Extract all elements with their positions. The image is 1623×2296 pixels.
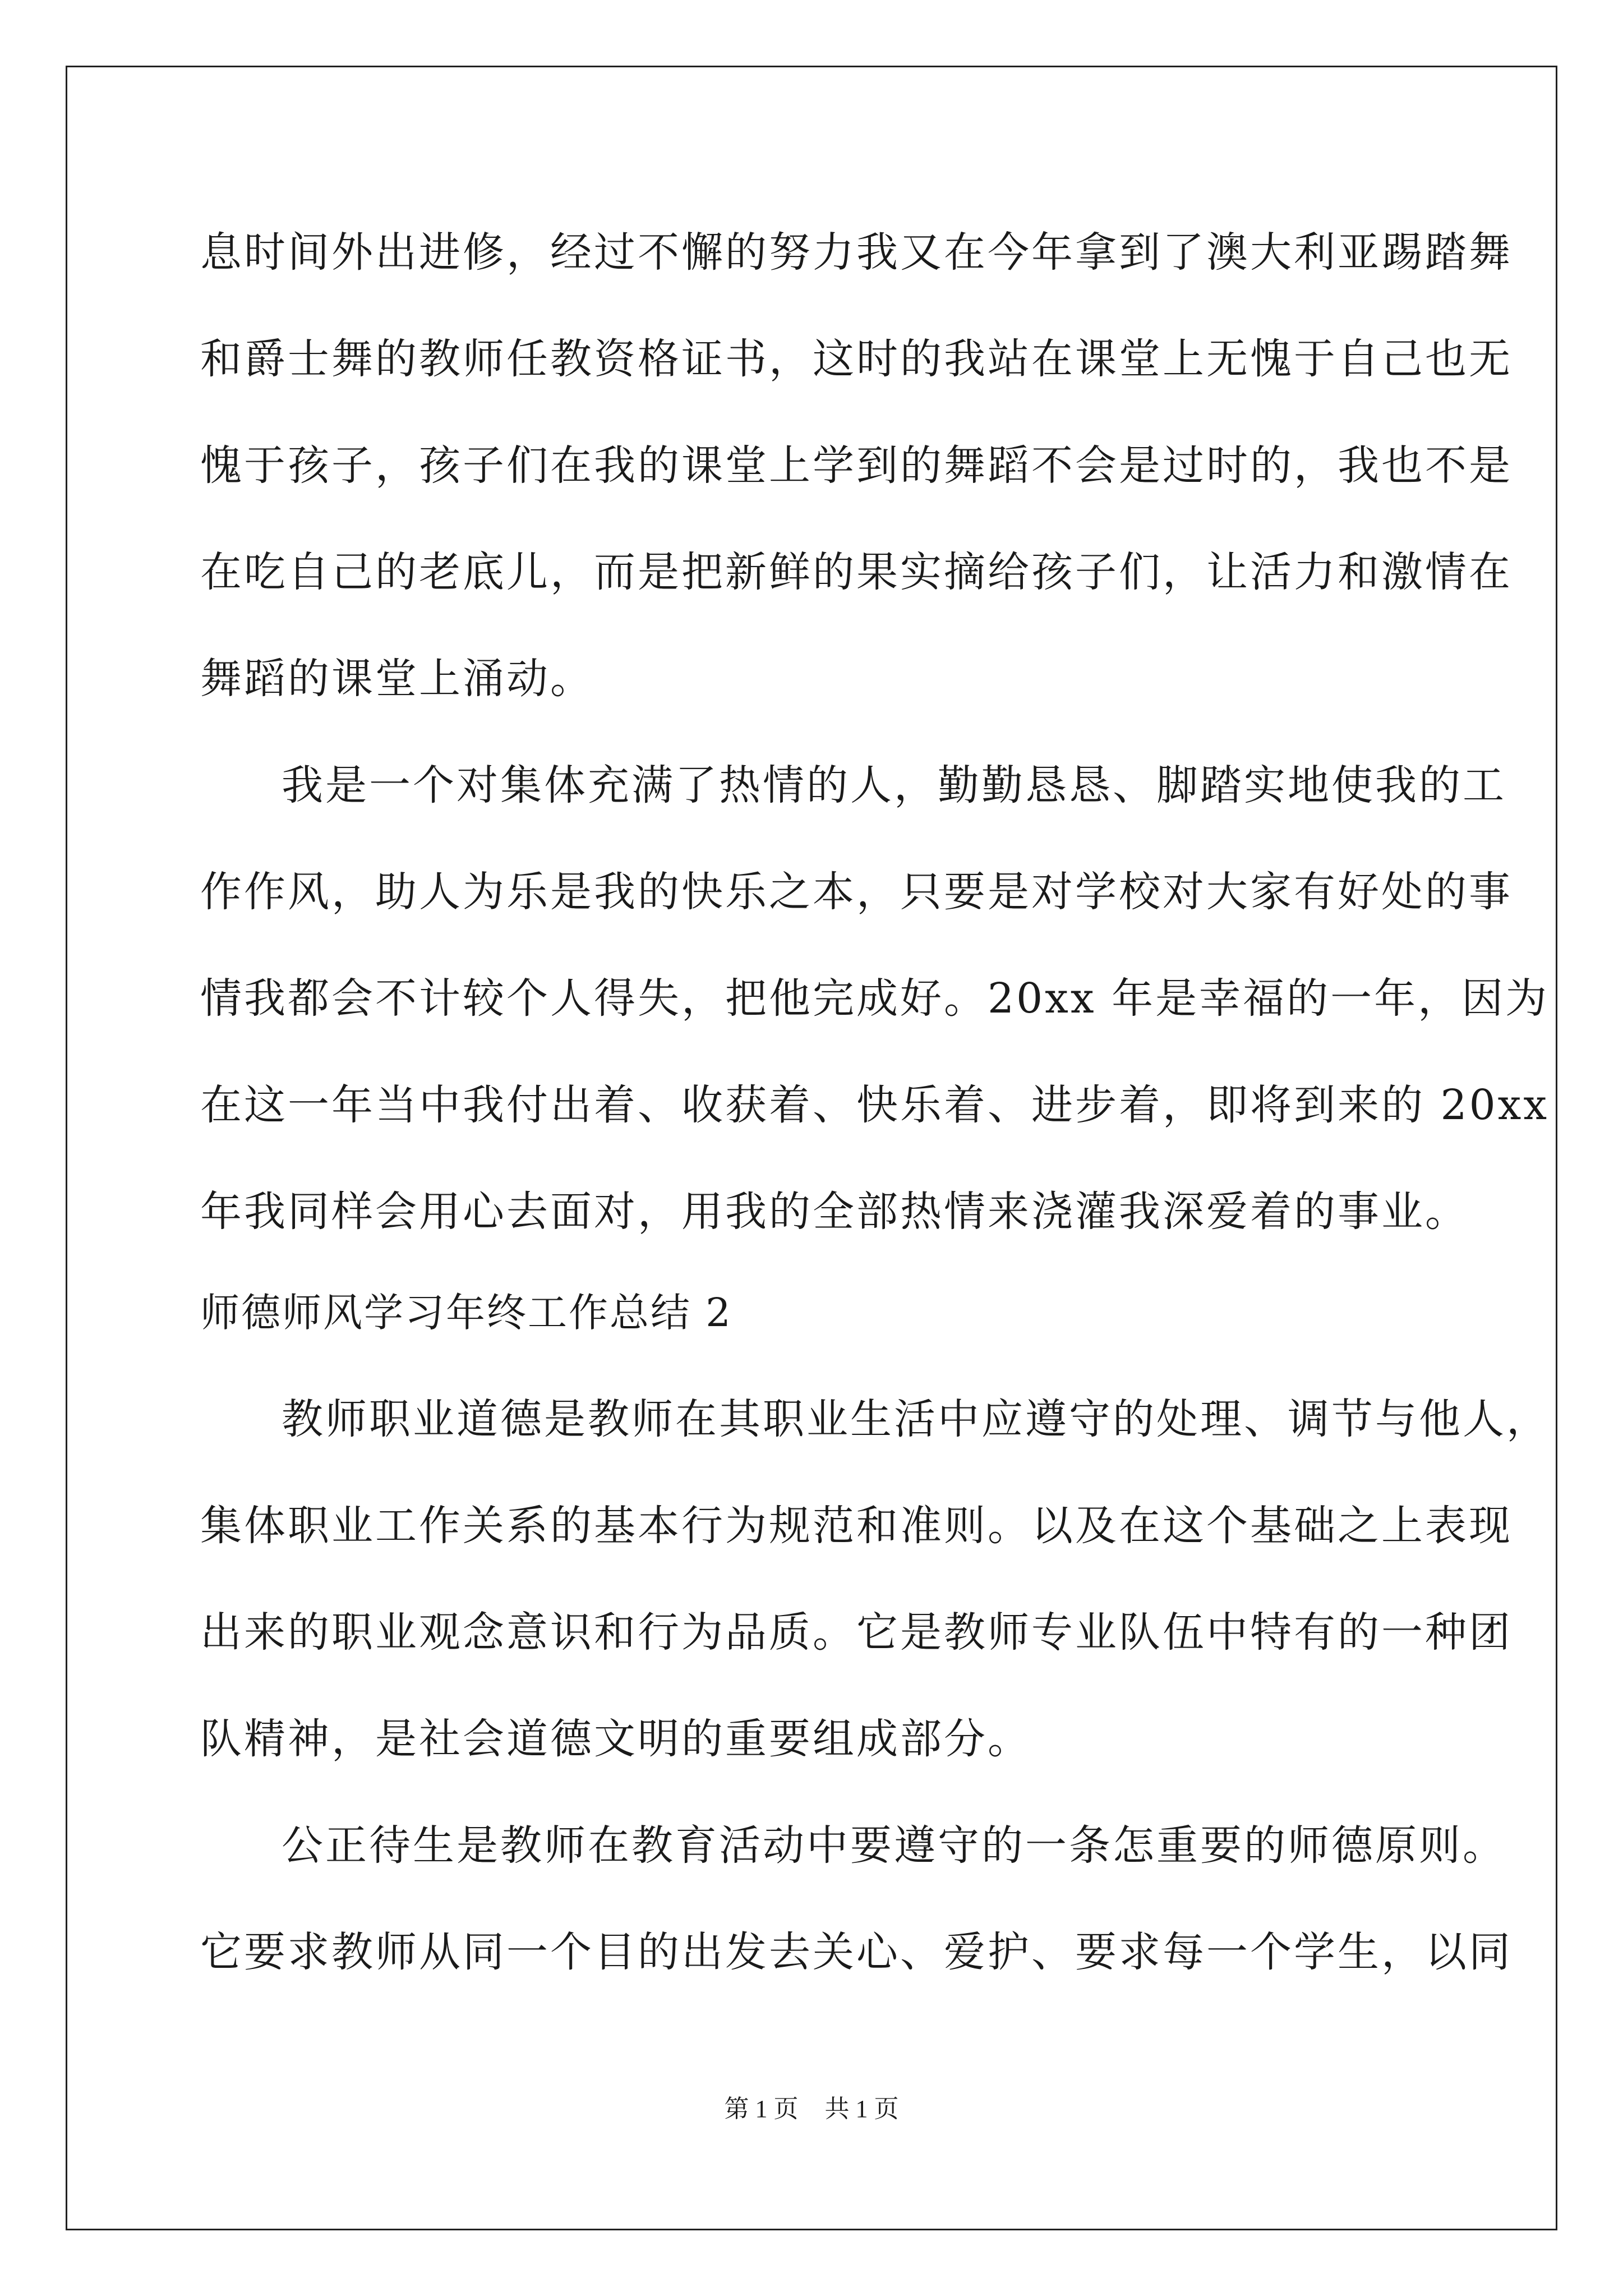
- paragraph-1-line-4: 在吃自己的老底儿，而是把新鲜的果实摘给孩子们，让活力和激情在: [200, 548, 1513, 596]
- paragraph-3-line-2: 集体职业工作关系的基本行为规范和准则。以及在这个基础之上表现: [200, 1502, 1513, 1550]
- paragraph-1-line-3: 愧于孩子，孩子们在我的课堂上学到的舞蹈不会是过时的，我也不是: [200, 441, 1513, 490]
- paragraph-2-line-2: 作作风，助人为乐是我的快乐之本，只要是对学校对大家有好处的事: [200, 868, 1513, 916]
- paragraph-3-line-1: 教师职业道德是教师在其职业生活中应遵守的处理、调节与他人，: [282, 1395, 1550, 1443]
- paragraph-2-line-5: 年我同样会用心去面对，用我的全部热情来浇灌我深爱着的事业。: [200, 1188, 1469, 1236]
- paragraph-2-line-1: 我是一个对集体充满了热情的人，勤勤恳恳、脚踏实地使我的工: [282, 761, 1506, 809]
- paragraph-2-line-3: 情我都会不计较个人得失，把他完成好。20xx 年是幸福的一年，因为: [200, 974, 1550, 1023]
- paragraph-3-line-3: 出来的职业观念意识和行为品质。它是教师专业队伍中特有的一种团: [200, 1608, 1513, 1657]
- paragraph-1-line-5: 舞蹈的课堂上涌动。: [200, 655, 594, 703]
- paragraph-1-line-2: 和爵士舞的教师任教资格证书，这时的我站在课堂上无愧于自己也无: [200, 335, 1513, 383]
- paragraph-2-line-4: 在这一年当中我付出着、收获着、快乐着、进步着，即将到来的 20xx: [200, 1081, 1550, 1129]
- paragraph-4-line-1: 公正待生是教师在教育活动中要遵守的一条怎重要的师德原则。: [282, 1821, 1506, 1870]
- section-heading: 师德师风学习年终工作总结 2: [200, 1290, 732, 1336]
- page-number-total: 共 1 页: [824, 2095, 899, 2123]
- paragraph-1-line-1: 息时间外出进修，经过不懈的努力我又在今年拿到了澳大利亚踢踏舞: [200, 228, 1513, 277]
- paragraph-3-line-4: 队精神，是社会道德文明的重要组成部分。: [200, 1715, 1031, 1763]
- page-footer: [0, 2092, 1623, 2126]
- paragraph-4-line-2: 它要求教师从同一个目的出发去关心、爱护、要求每一个学生，以同: [200, 1928, 1513, 1976]
- page-number-current: 第 1 页: [724, 2095, 799, 2123]
